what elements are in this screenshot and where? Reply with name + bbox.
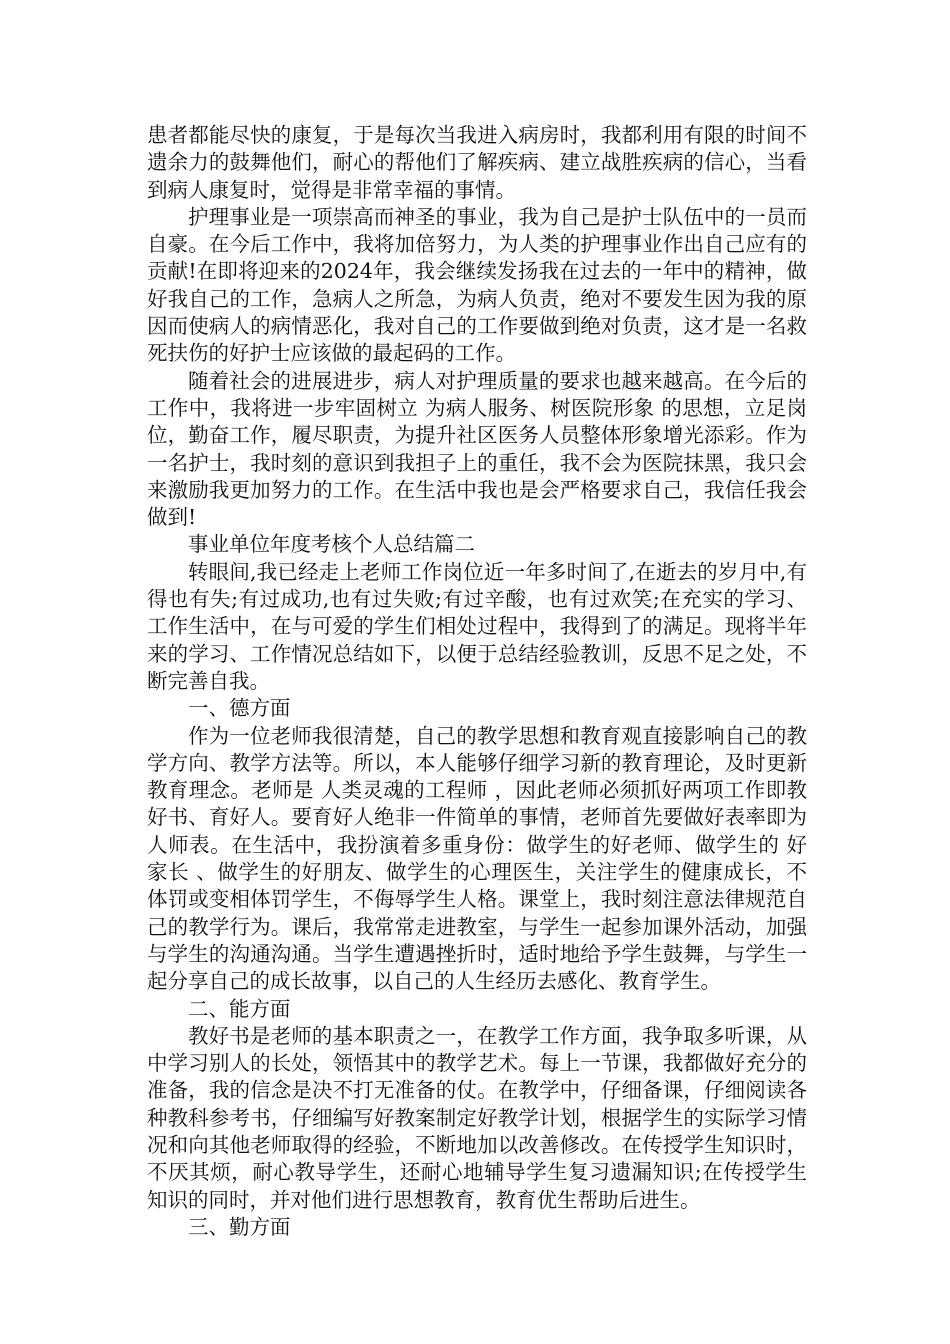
paragraph-ability: 教好书是老师的基本职责之一，在教学工作方面，我争取多听课，从中学习别人的长处，领悟其中的教学艺术。每上一节课，我都做好充分的准备，我的信念是决不打无准备的仗。在教学中，仔细备课，仔细阅读各种教科参考书，仔细编写好教案制定好教学计划，根据学生的实际学习情况和向其他老师取得的经验，不断地加以改善修改。在传授学生知识时，不厌其烦，耐心教导学生，还耐心地辅导学生复习遗漏知识;在传授学生知识的同时，并对他们进行思想教育，教育优生帮助后进生。 (147, 1023, 807, 1212)
section-title: 事业单位年度考核个人总结篇二 (188, 532, 475, 557)
paragraph-nursing-career: 护理事业是一项崇高而神圣的事业，我为自己是护士队伍中的一员而自豪。在今后工作中，我将加倍努力，为人类的护理事业作出自己应有的贡献!在即将迎来的2024年，我会继续发扬我在过去的一年中的精神，做好我自己的工作，急病人之所急，为病人负责，绝对不要发生因为我的原因而使病人的病情恶化，我对自己的工作要做到绝对负责，这才是一名救死扶伤的好护士应该做的最起码的工作。 (147, 204, 807, 366)
heading-morality: 一、德方面 (188, 696, 291, 721)
document-body (147, 122, 807, 1241)
paragraph-morality: 作为一位老师我很清楚，自己的教学思想和教育观直接影响自己的教学方向、教学方法等。所以，本人能够仔细学习新的教育理论，及时更新教育理念。老师是 人类灵魂的工程师 ，因此老师必须抓好两项工作即教好书、育好人。要育好人绝非一件简单的事情，老师首先要做好表率即为人师表。在生活中，我扮演着多重身份：做学生的好老师、做学生的 好家长 、做学生的好朋友、做学生的心理医生，关注学生的健康成长，不体罚或变相体罚学生，不侮辱学生人格。课堂上，我时刻注意法律规范自己的教学行为。课后，我常常走进教室，与学生一起参加课外活动，加强与学生的沟通沟通。当学生遭遇挫折时，适时地给予学生鼓舞，与学生一起分享自己的成长故事，以自己的人生经历去感化、教育学生。 (147, 723, 807, 994)
paragraph-social-progress: 随着社会的进展进步，病人对护理质量的要求也越来越高。在今后的工作中，我将进一步牢固树立 为病人服务、树医院形象 的思想，立足岗位，勤奋工作，履尽职责，为提升社区医务人员整体形象增光添彩。作为一名护士，我时刻的意识到我担子上的重任，我不会为医院抹黑，我只会来激励我更加努力的工作。在生活中我也是会严格要求自己，我信任我会做到! (147, 368, 807, 530)
heading-ability: 二、能方面 (188, 996, 291, 1021)
paragraph-continued: 患者都能尽快的康复，于是每次当我进入病房时，我都利用有限的时间不遗余力的鼓舞他们，耐心的帮他们了解疾病、建立战胜疾病的信心，当看到病人康复时，觉得是非常幸福的事情。 (147, 123, 807, 202)
heading-diligence: 三、勤方面 (188, 1214, 291, 1239)
paragraph-intro: 转眼间,我已经走上老师工作岗位近一年多时间了,在逝去的岁月中,有得也有失;有过成功,也有过失败;有过辛酸，也有过欢笑;在充实的学习、工作生活中，在与可爱的学生们相处过程中，我得到了的满足。现将半年来的学习、工作情况总结如下，以便于总结经验教训，反思不足之处，不断完善自我。 (147, 559, 807, 693)
